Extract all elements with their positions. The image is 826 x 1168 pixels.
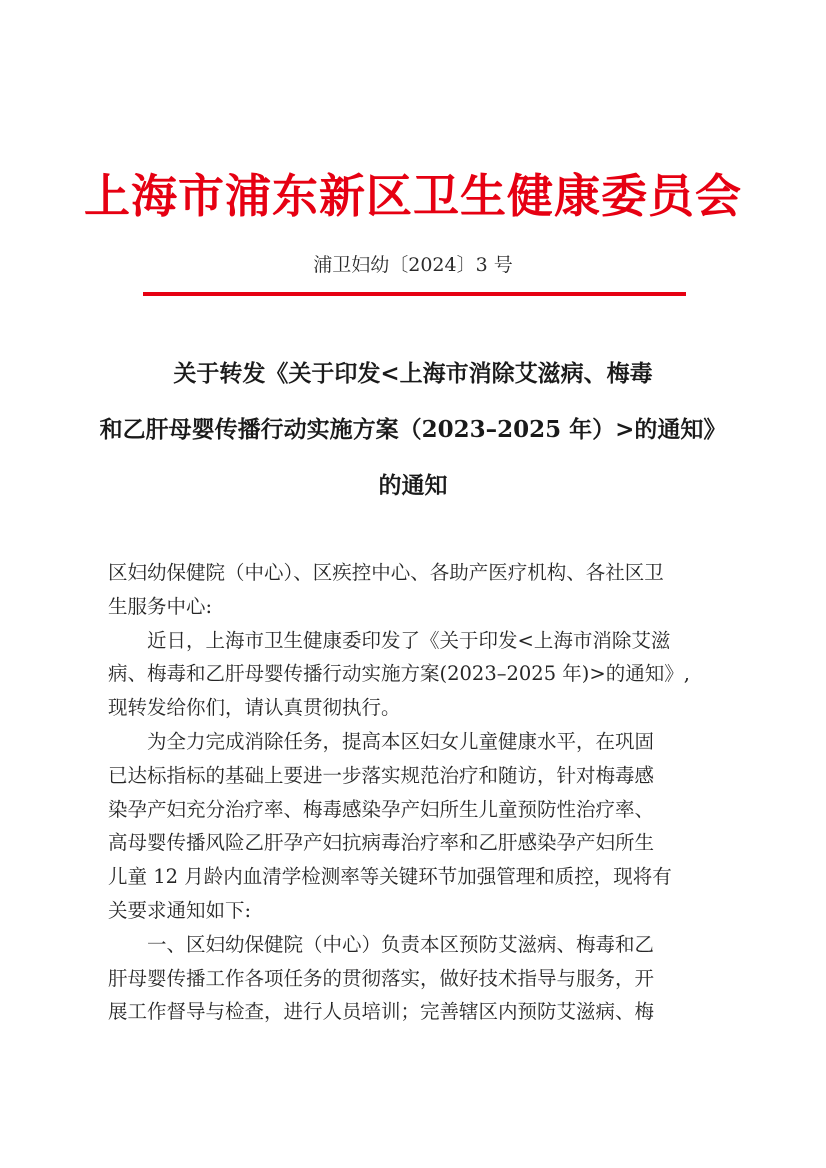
issuing-authority-header: 上海市浦东新区卫生健康委员会 — [84, 169, 742, 223]
document-number: 浦卫妇幼〔2024〕3 号 — [313, 254, 513, 276]
paragraph-line: 病、梅毒和乙肝母婴传播行动实施方案(2023–2025 年)>的通知》, — [108, 662, 690, 686]
paragraph-line: 近日，上海市卫生健康委印发了《关于印发<上海市消除艾滋 — [147, 628, 671, 652]
paragraph-line: 染孕产妇充分治疗率、梅毒感染孕产妇所生儿童预防性治疗率、 — [108, 797, 655, 821]
paragraph-line: 展工作督导与检查，进行人员培训；完善辖区内预防艾滋病、梅 — [108, 1000, 655, 1024]
paragraph-line: 肝母婴传播工作各项任务的贯彻落实，做好技术指导与服务，开 — [108, 966, 655, 990]
paragraph-line: 一、区妇幼保健院（中心）负责本区预防艾滋病、梅毒和乙 — [147, 932, 655, 956]
paragraph-line: 儿童 12 月龄内血清学检测率等关键环节加强管理和质控，现将有 — [108, 865, 672, 889]
paragraph-line: 现转发给你们，请认真贯彻执行。 — [108, 696, 401, 720]
paragraph-line: 为全力完成消除任务，提高本区妇女儿童健康水平，在巩固 — [147, 729, 655, 753]
document-body — [108, 556, 740, 1029]
recipients-line: 生服务中心: — [108, 594, 213, 618]
paragraph-line: 高母婴传播风险乙肝孕产妇抗病毒治疗率和乙肝感染孕产妇所生 — [108, 831, 655, 855]
red-separator-line — [143, 292, 686, 296]
paragraph-line: 已达标指标的基础上要进一步落实规范治疗和随访，针对梅毒感 — [108, 763, 655, 787]
title-line: 关于转发《关于印发<上海市消除艾滋病、梅毒 — [173, 360, 653, 387]
paragraph-line: 关要求通知如下: — [108, 898, 252, 922]
title-line: 和乙肝母婴传播行动实施方案（2023–2025 年）>的通知》 — [99, 416, 727, 443]
title-line: 的通知 — [378, 472, 448, 499]
document-title — [60, 346, 766, 514]
recipients-line: 区妇幼保健院（中心）、区疾控中心、各助产医疗机构、各社区卫 — [108, 561, 664, 584]
